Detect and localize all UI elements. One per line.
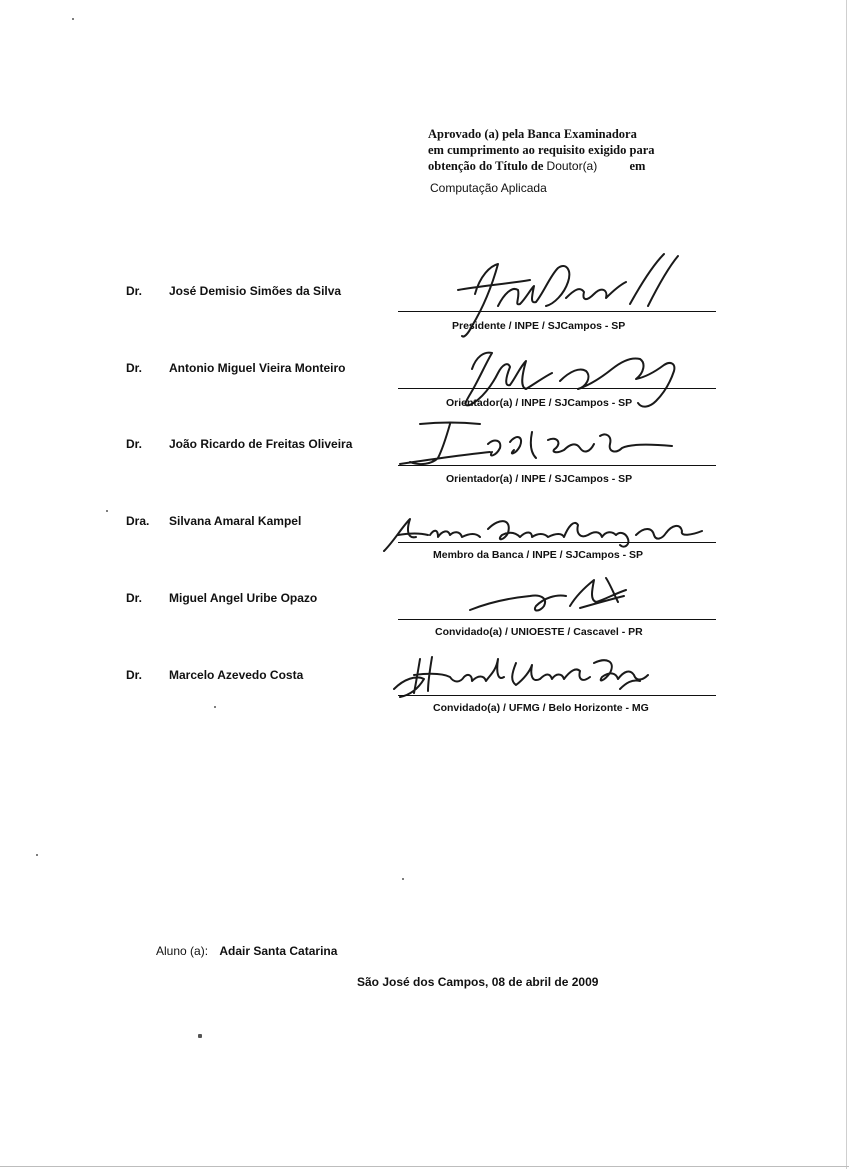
member-role: Membro da Banca / INPE / SJCampos - SP <box>433 549 644 561</box>
signature-mark <box>380 649 720 709</box>
member-role: Convidado(a) / UFMG / Belo Horizonte - MG <box>433 702 649 714</box>
member-name: Silvana Amaral Kampel <box>169 514 302 528</box>
member-role: Orientador(a) / INPE / SJCampos - SP <box>446 473 633 485</box>
scan-edge <box>846 0 847 1169</box>
approval-statement <box>428 126 728 174</box>
member-name: João Ricardo de Freitas Oliveira <box>169 437 353 451</box>
member-title: Dr. <box>126 284 143 298</box>
scan-speck <box>198 1034 202 1038</box>
approval-line-3-prefix: obtenção do Título de <box>428 159 544 173</box>
member-title: Dr. <box>126 668 143 682</box>
member-name: Marcelo Azevedo Costa <box>169 668 304 682</box>
member-role: Presidente / INPE / SJCampos - SP <box>452 320 626 332</box>
member-role: Orientador(a) / INPE / SJCampos - SP <box>446 397 633 409</box>
student-name: Adair Santa Catarina <box>219 944 338 958</box>
approval-line-1: Aprovado (a) pela Banca Examinadora <box>428 127 637 141</box>
signature-mark <box>380 568 720 624</box>
scan-speck <box>402 878 404 880</box>
place-date: São José dos Campos, 08 de abril de 2009 <box>357 975 599 989</box>
member-title: Dra. <box>126 514 150 528</box>
course-field: Computação Aplicada <box>430 181 547 195</box>
degree-field: Doutor(a) <box>546 159 598 173</box>
member-name: Miguel Angel Uribe Opazo <box>169 591 318 605</box>
scan-speck <box>214 706 216 708</box>
signature-mark <box>380 505 720 555</box>
scan-edge <box>0 1166 849 1167</box>
member-title: Dr. <box>126 591 143 605</box>
approval-line-2: em cumprimento ao requisito exigido para <box>428 143 655 157</box>
student-label: Aluno (a): <box>156 944 209 958</box>
scan-speck <box>106 510 108 512</box>
scan-speck <box>72 18 74 20</box>
scan-speck <box>36 854 38 856</box>
member-name: José Demisio Simões da Silva <box>169 284 342 298</box>
member-title: Dr. <box>126 361 143 375</box>
member-title: Dr. <box>126 437 143 451</box>
approval-line-3 <box>428 158 728 174</box>
student-line <box>156 944 337 958</box>
committee-member-6 <box>0 635 849 725</box>
approval-line-3-suffix: em <box>629 159 646 173</box>
member-role: Convidado(a) / UNIOESTE / Cascavel - PR <box>435 626 643 638</box>
member-name: Antonio Miguel Vieira Monteiro <box>169 361 346 375</box>
